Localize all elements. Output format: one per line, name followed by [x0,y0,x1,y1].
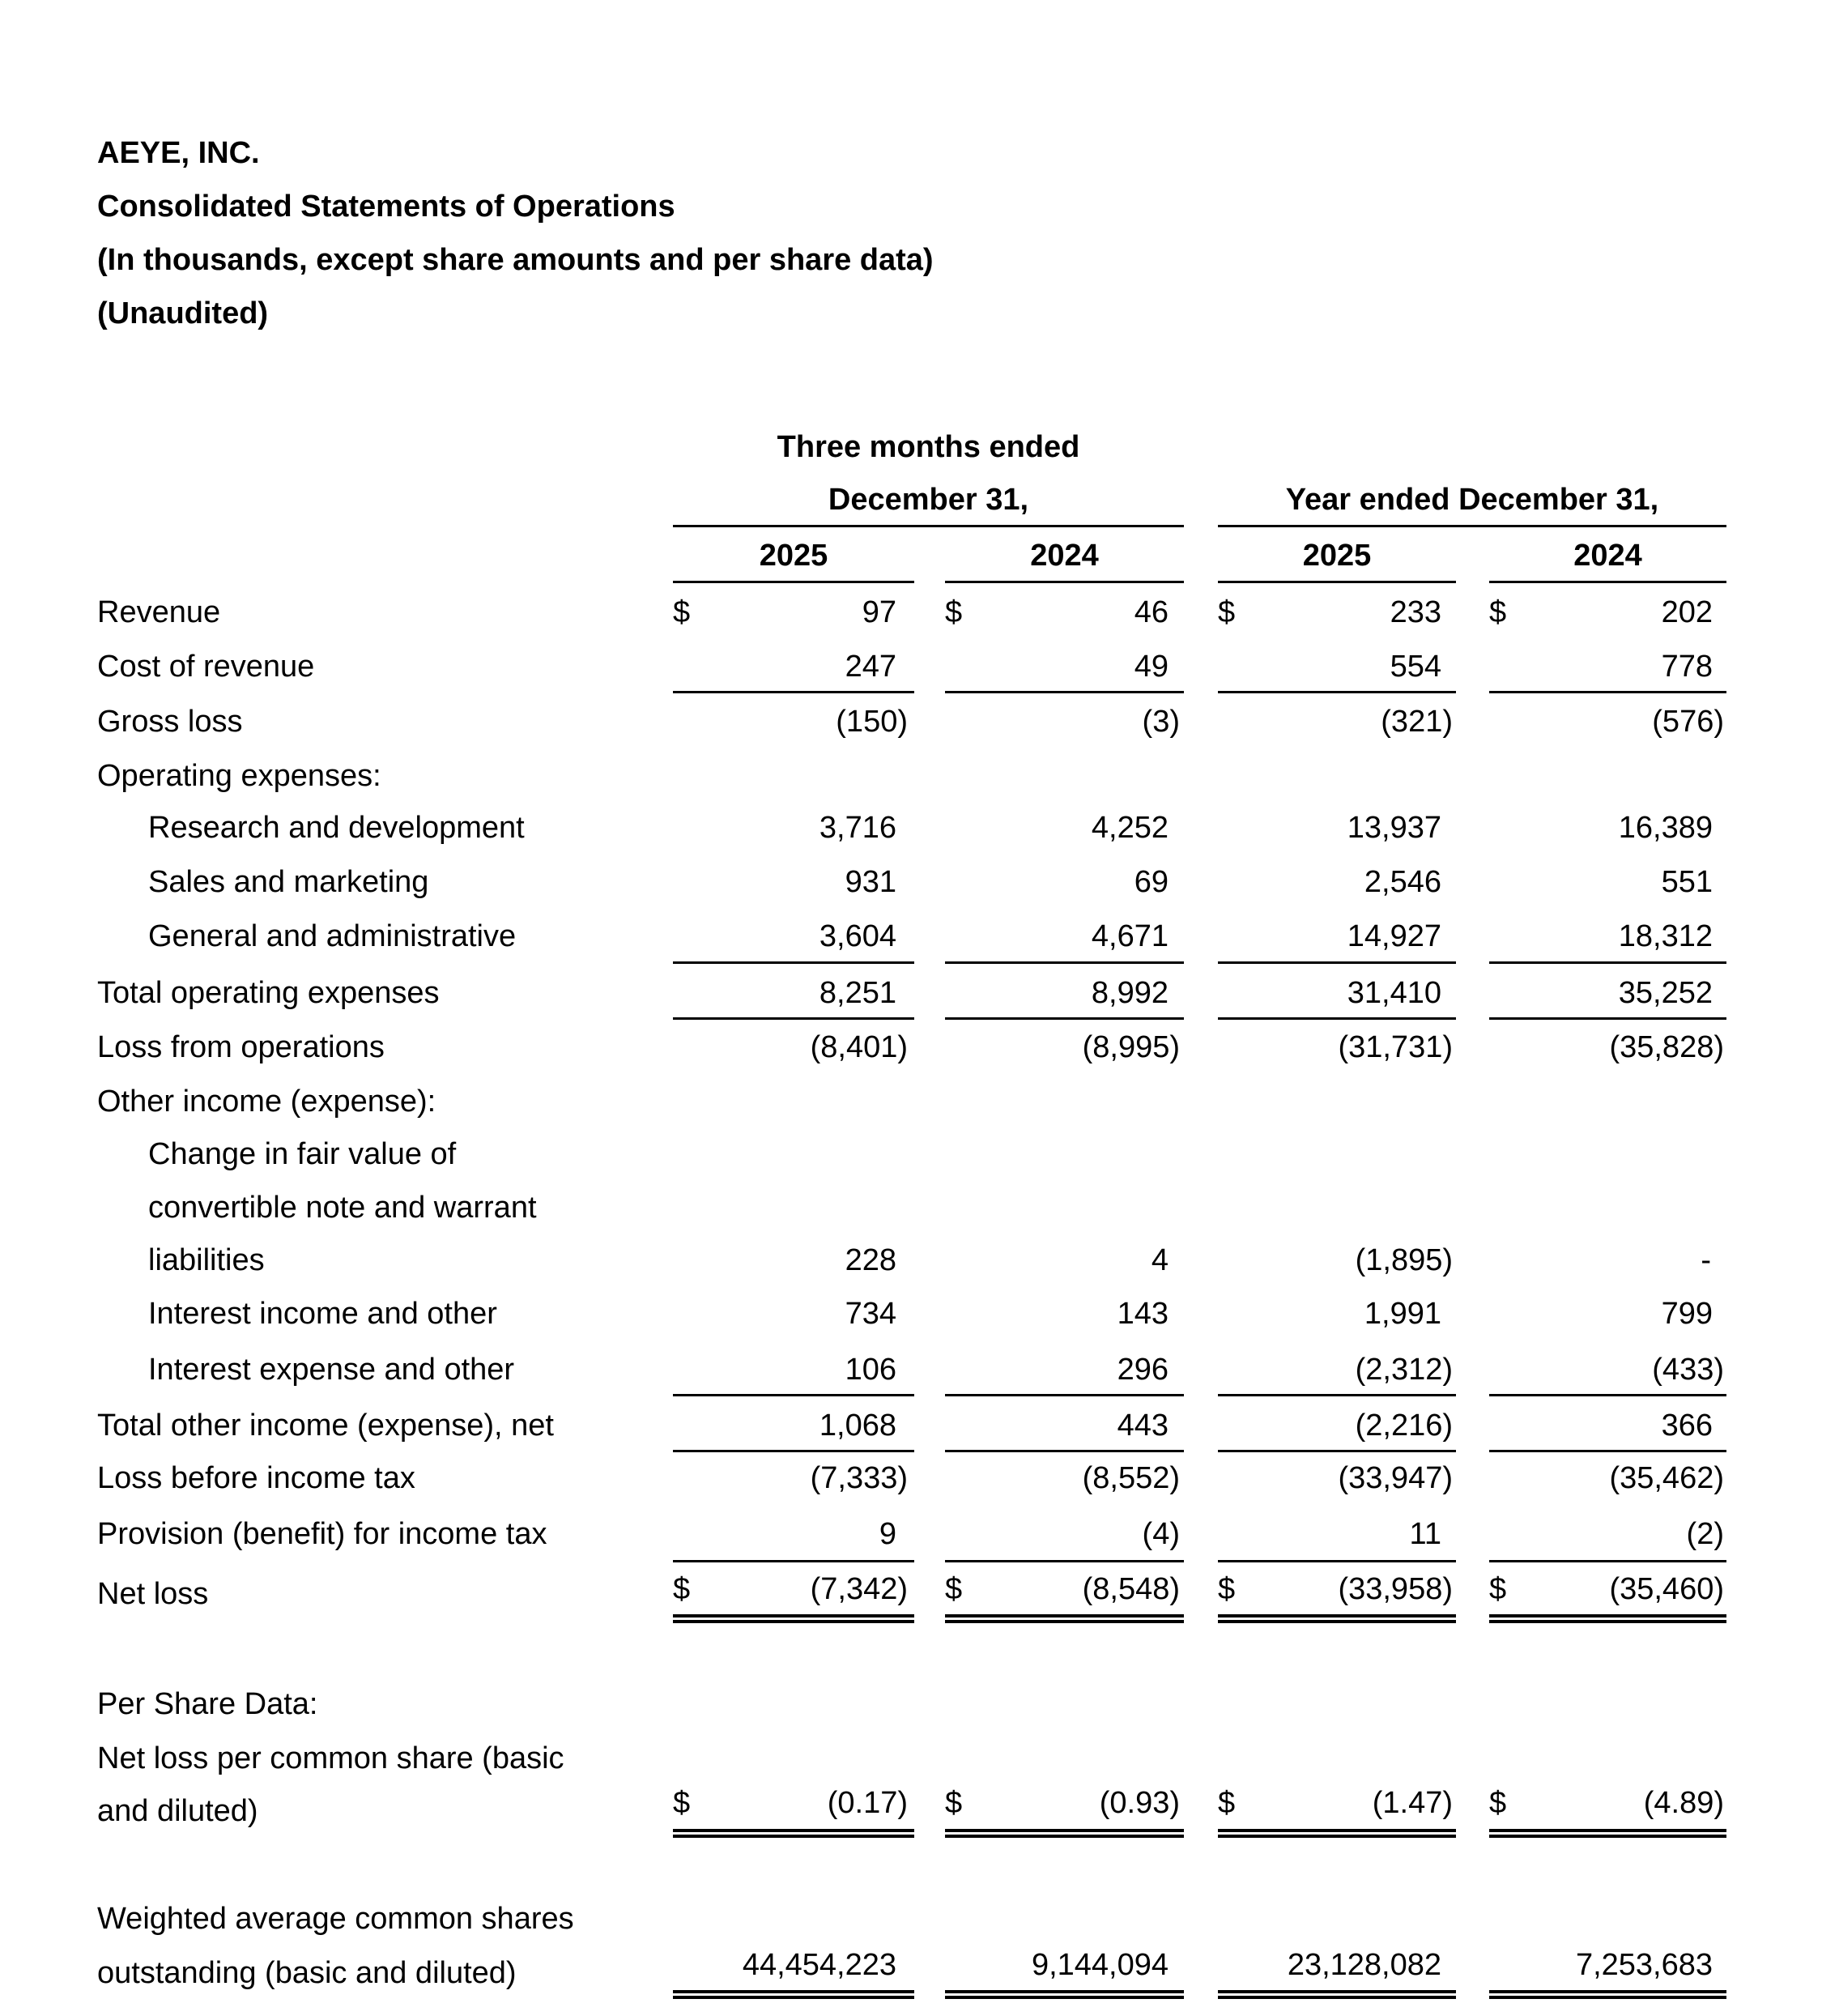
subtotal-rule [1218,1394,1456,1396]
subtotal-rule [945,1560,1184,1562]
cell-provision-y2024: (2) [1686,1517,1724,1551]
cell-sm-y2024: 551 [1661,865,1713,899]
cell-loss-before-tax-q2025: (7,333) [810,1461,908,1495]
cell-net-loss-y2024: $ (35,460) [1489,1572,1724,1606]
subtotal-rule [673,691,914,693]
audit-status: (Unaudited) [97,296,269,330]
label-operating-expenses: Operating expenses: [97,759,381,793]
cell-fair-value-y2025: (1,895) [1355,1243,1453,1277]
cell-net-loss-y2025: $ (33,958) [1218,1572,1453,1606]
cell-net-loss-q2025: $ (7,342) [673,1572,908,1606]
cell-loss-ops-q2025: (8,401) [810,1030,908,1064]
year-header-q-2024: 2024 [1030,539,1099,573]
label-change-fair-value-line1: Change in fair value of [148,1137,457,1171]
header-rule-group2 [1218,525,1726,527]
subtotal-rule [1218,1450,1456,1452]
label-interest-expense: Interest expense and other [148,1353,515,1387]
label-research-development: Research and development [148,811,525,845]
cell-sm-q2025: 931 [845,865,896,899]
total-double-rule [945,1614,1184,1623]
cell-fair-value-y2024: - [1701,1243,1711,1277]
cell-int-income-y2025: 1,991 [1364,1297,1441,1331]
label-net-loss: Net loss [97,1577,209,1611]
subtotal-rule [1218,1560,1456,1562]
total-double-rule [1489,1829,1726,1838]
cell-sm-y2025: 2,546 [1364,865,1441,899]
dollar-sign: $ [1489,1786,1507,1820]
cell-loss-before-tax-y2025: (33,947) [1338,1461,1453,1495]
cell-loss-ops-q2024: (8,995) [1082,1030,1180,1064]
dollar-sign: $ [1218,1572,1236,1606]
cell-total-other-q2024: 443 [1117,1409,1169,1443]
subtotal-rule [1489,1394,1726,1396]
cell-loss-ops-y2024: (35,828) [1609,1030,1724,1064]
total-double-rule [945,1829,1184,1838]
cell-cost-y2025: 554 [1390,650,1441,684]
subtotal-rule [945,691,1184,693]
subtotal-rule [673,1394,914,1396]
cell-loss-ops-y2025: (31,731) [1338,1030,1453,1064]
subtotal-rule [945,1450,1184,1452]
label-per-share-data: Per Share Data: [97,1687,318,1721]
statement-title: Consolidated Statements of Operations [97,190,675,224]
cell-provision-q2025: 9 [879,1517,896,1551]
cell-eps-q2024: $ (0.93) [945,1786,1180,1820]
cell-shares-q2024: 9,144,094 [1031,1948,1169,1982]
cell-int-expense-q2024: 296 [1117,1353,1169,1387]
cell-cost-q2025: 247 [845,650,896,684]
year-header-q-2025: 2025 [759,539,828,573]
cell-shares-y2025: 23,128,082 [1287,1948,1441,1982]
subtotal-rule [673,1560,914,1562]
dollar-sign: $ [1489,595,1507,629]
cell-provision-q2024: (4) [1142,1517,1180,1551]
label-shares-line1: Weighted average common shares [97,1902,574,1936]
cell-gross-q2024: (3) [1142,705,1180,739]
label-total-other-income: Total other income (expense), net [97,1409,554,1443]
cell-revenue-q2025: $ 97 [673,595,896,629]
cell-provision-y2025: 11 [1409,1517,1441,1551]
subtotal-rule [1218,1017,1456,1020]
subtotal-rule [945,961,1184,964]
cell-sm-q2024: 69 [1134,865,1169,899]
cell-net-loss-q2024: $ (8,548) [945,1572,1180,1606]
subtotal-rule [673,961,914,964]
cell-loss-before-tax-q2024: (8,552) [1082,1461,1180,1495]
subtotal-rule [1489,961,1726,964]
cell-int-income-y2024: 799 [1661,1297,1713,1331]
year-header-y-2025: 2025 [1302,539,1372,573]
dollar-sign: $ [1218,1786,1236,1820]
dollar-sign: $ [673,1786,691,1820]
subtotal-rule [1489,691,1726,693]
label-loss-before-tax: Loss before income tax [97,1461,415,1495]
total-double-rule [1218,1829,1456,1838]
header-year-ended: Year ended December 31, [1285,483,1659,517]
header-rule-group1 [673,525,1184,527]
cell-revenue-q2024: $ 46 [945,595,1169,629]
header-three-months-line2: December 31, [828,483,1029,517]
subtotal-rule [1218,691,1456,693]
cell-revenue-y2025: $ 233 [1218,595,1441,629]
label-cost-of-revenue: Cost of revenue [97,650,315,684]
cell-cost-y2024: 778 [1661,650,1713,684]
cell-int-expense-q2025: 106 [845,1353,896,1387]
cell-rd-y2024: 16,389 [1618,811,1713,845]
units-note: (In thousands, except share amounts and per share data) [97,243,934,277]
cell-cost-q2024: 49 [1134,650,1169,684]
cell-int-income-q2025: 734 [845,1297,896,1331]
header-three-months-line1: Three months ended [777,430,1080,464]
cell-fair-value-q2024: 4 [1151,1243,1169,1277]
label-revenue: Revenue [97,595,221,629]
label-change-fair-value-line3: liabilities [148,1243,265,1277]
company-name: AEYE, INC. [97,136,260,170]
label-provision-income-tax: Provision (benefit) for income tax [97,1517,547,1551]
subtotal-rule [673,1450,914,1452]
cell-total-opex-q2024: 8,992 [1091,976,1169,1010]
cell-total-opex-q2025: 8,251 [819,976,896,1010]
cell-eps-y2024: $ (4.89) [1489,1786,1724,1820]
cell-ga-y2024: 18,312 [1618,919,1713,953]
cell-total-other-y2025: (2,216) [1355,1409,1453,1443]
subtotal-rule [945,1017,1184,1020]
year-header-y-2024: 2024 [1573,539,1642,573]
label-gross-loss: Gross loss [97,705,243,739]
dollar-sign: $ [1218,595,1236,629]
dollar-sign: $ [945,595,963,629]
cell-rd-y2025: 13,937 [1347,811,1441,845]
label-total-operating-expenses: Total operating expenses [97,976,440,1010]
subtotal-rule [673,1017,914,1020]
total-double-rule [945,1990,1184,1999]
label-general-administrative: General and administrative [148,919,517,953]
total-double-rule [673,1614,914,1623]
cell-int-expense-y2024: (433) [1652,1353,1724,1387]
cell-total-opex-y2024: 35,252 [1618,976,1713,1010]
cell-rd-q2025: 3,716 [819,811,896,845]
total-double-rule [1218,1614,1456,1623]
total-double-rule [673,1829,914,1838]
label-shares-line2: outstanding (basic and diluted) [97,1956,517,1990]
cell-loss-before-tax-y2024: (35,462) [1609,1461,1724,1495]
cell-total-opex-y2025: 31,410 [1347,976,1441,1010]
dollar-sign: $ [1489,1572,1507,1606]
year-rule [945,581,1184,583]
subtotal-rule [1489,1017,1726,1020]
cell-total-other-y2024: 366 [1661,1409,1713,1443]
dollar-sign: $ [673,595,691,629]
label-change-fair-value-line2: convertible note and warrant [148,1191,537,1225]
cell-shares-q2025: 44,454,223 [742,1948,896,1982]
label-other-income-expense: Other income (expense): [97,1085,436,1119]
label-sales-marketing: Sales and marketing [148,865,429,899]
cell-gross-q2025: (150) [836,705,908,739]
cell-int-income-q2024: 143 [1117,1297,1169,1331]
cell-int-expense-y2025: (2,312) [1355,1353,1453,1387]
subtotal-rule [1489,1450,1726,1452]
cell-ga-q2025: 3,604 [819,919,896,953]
cell-ga-q2024: 4,671 [1091,919,1169,953]
cell-rd-q2024: 4,252 [1091,811,1169,845]
dollar-sign: $ [945,1572,963,1606]
total-double-rule [1218,1990,1456,1999]
subtotal-rule [1489,1560,1726,1562]
year-rule [1489,581,1726,583]
total-double-rule [673,1990,914,1999]
cell-revenue-y2024: $ 202 [1489,595,1713,629]
subtotal-rule [1218,961,1456,964]
cell-eps-y2025: $ (1.47) [1218,1786,1453,1820]
dollar-sign: $ [673,1572,691,1606]
cell-shares-y2024: 7,253,683 [1575,1948,1713,1982]
total-double-rule [1489,1990,1726,1999]
label-eps-line1: Net loss per common share (basic [97,1741,564,1775]
label-interest-income: Interest income and other [148,1297,497,1331]
cell-eps-q2025: $ (0.17) [673,1786,908,1820]
year-rule [673,581,914,583]
label-loss-from-operations: Loss from operations [97,1030,385,1064]
cell-gross-y2025: (321) [1381,705,1453,739]
cell-ga-y2025: 14,927 [1347,919,1441,953]
cell-total-other-q2025: 1,068 [819,1409,896,1443]
dollar-sign: $ [945,1786,963,1820]
total-double-rule [1489,1614,1726,1623]
label-eps-line2: and diluted) [97,1794,258,1828]
year-rule [1218,581,1456,583]
subtotal-rule [945,1394,1184,1396]
cell-gross-y2024: (576) [1652,705,1724,739]
cell-fair-value-q2025: 228 [845,1243,896,1277]
